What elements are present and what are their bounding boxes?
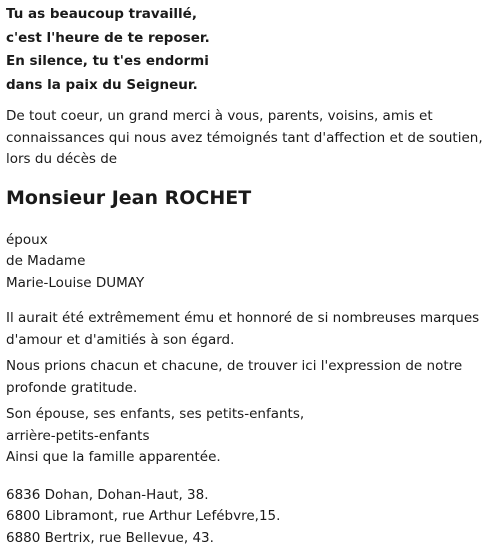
address-line: 6836 Dohan, Dohan-Haut, 38. <box>6 486 209 503</box>
prayer-paragraph <box>6 356 494 399</box>
text-line: Ainsi que la famille apparentée. <box>6 449 221 465</box>
honored-paragraph <box>6 308 494 351</box>
spouse-block <box>6 230 494 295</box>
addresses-block <box>6 485 494 550</box>
text-line: d'amour et d'amitiés à son égard. <box>6 331 235 348</box>
text-line: Son épouse, ses enfants, ses petits-enfants, <box>6 406 305 422</box>
family-block <box>6 404 494 469</box>
text-line: lors du décès de <box>6 151 118 167</box>
text-line: arrière-petits-enfants <box>6 427 150 444</box>
text-line: connaissances qui nous avez témoignés tant d'affection et de soutien, <box>6 129 483 146</box>
address-line: 6800 Libramont, rue Arthur Lefébvre,15. <box>6 508 281 524</box>
text-line: Nous prions chacun et chacune, de trouver ici l'expression de notre <box>6 358 463 374</box>
deceased-name: Monsieur Jean ROCHET <box>6 186 252 209</box>
text-line: Marie-Louise DUMAY <box>6 274 145 291</box>
address-line: 6880 Bertrix, rue Bellevue, 43. <box>6 529 214 546</box>
text-line: De tout coeur, un grand merci à vous, parents, voisins, amis et <box>6 108 433 124</box>
poem-line: dans la paix du Seigneur. <box>6 76 198 93</box>
thanks-paragraph <box>6 106 494 171</box>
obituary-notice <box>6 0 494 549</box>
text-line: époux <box>6 231 48 248</box>
text-line: de Madame <box>6 253 86 269</box>
text-line: profonde gratitude. <box>6 379 138 396</box>
text-line: Il aurait été extrêmement ému et honnoré de si nombreuses marques <box>6 310 480 326</box>
poem-line: En silence, tu t'es endormi <box>6 53 209 69</box>
poem-line: Tu as beaucoup travaillé, <box>6 6 197 22</box>
poem <box>6 3 494 97</box>
poem-line: c'est l'heure de te reposer. <box>6 29 210 46</box>
